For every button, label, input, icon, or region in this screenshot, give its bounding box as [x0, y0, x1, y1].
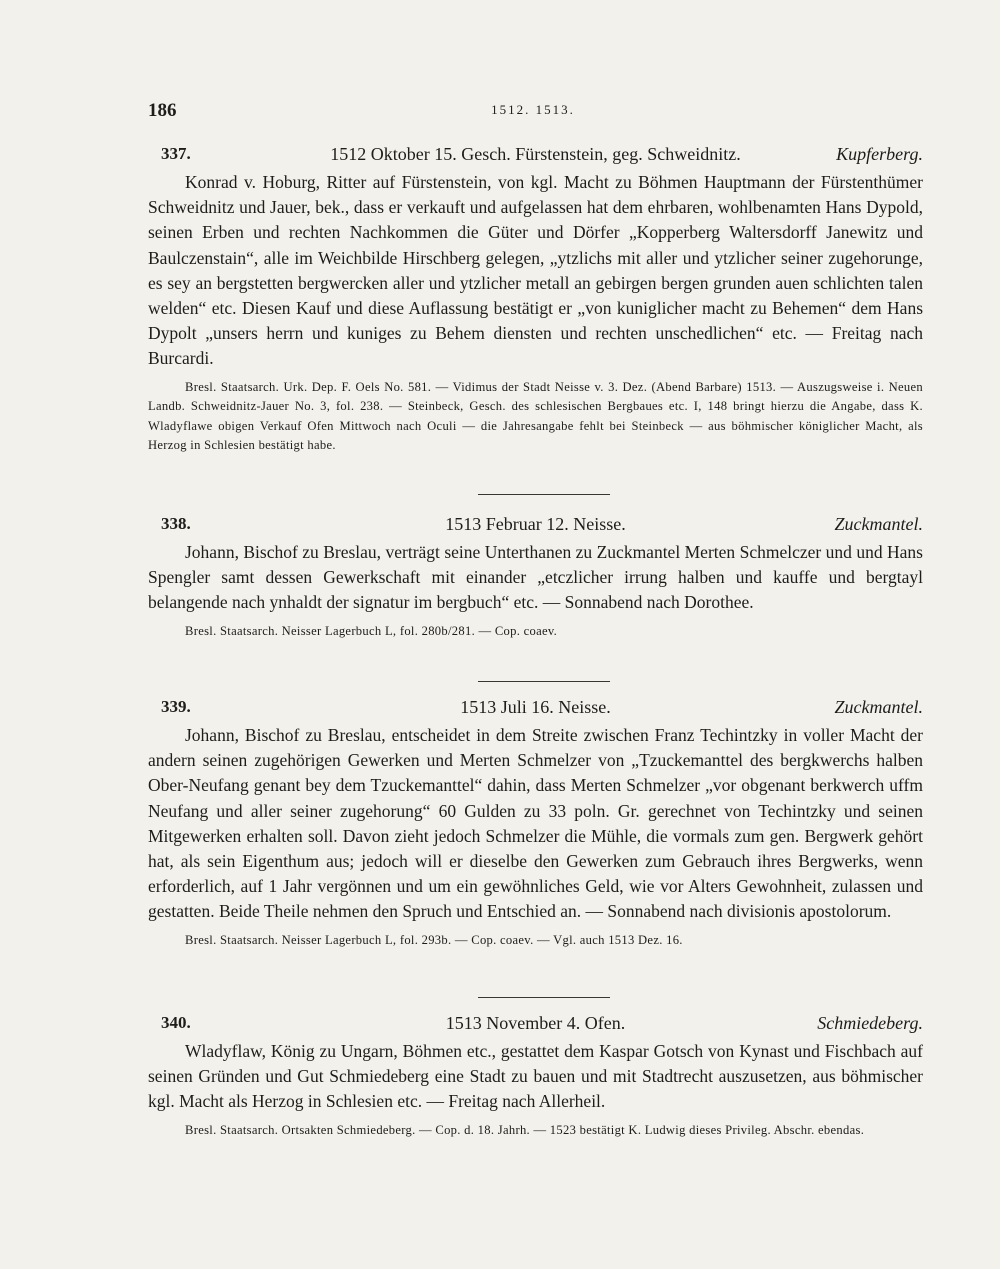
entry-338 [148, 514, 923, 641]
page-header [148, 100, 918, 124]
entry-heading [148, 1013, 923, 1039]
entry-number: 337. [161, 144, 191, 163]
entry-337 [148, 144, 923, 456]
entry-339 [148, 697, 923, 950]
separator-rule [478, 494, 610, 495]
entry-body: Wladyflaw, König zu Ungarn, Böhmen etc., gestattet dem Kaspar Gotsch von Kynast und Fischbach auf seinen Gründen und Gut Schmiedeberg eine Stadt zu bauen und mit Stadtrecht auszusetzen, aus böhmischer kgl. Macht als Herzog in Schlesien etc. — Freitag nach Allerheil. [148, 1041, 923, 1112]
entry-340 [148, 1013, 923, 1140]
entry-heading [148, 514, 923, 540]
entry-number: 338. [161, 514, 191, 533]
entry-source: Bresl. Staatsarch. Neisser Lagerbuch L, fol. 293b. — Cop. coaev. — Vgl. auch 1513 Dez. 16. [185, 932, 683, 947]
entry-heading [148, 697, 923, 723]
entry-body: Konrad v. Hoburg, Ritter auf Fürstenstein, von kgl. Macht zu Böhmen Hauptmann der Fürstenthümer Schweidnitz und Jauer, bek., dass er verkauft und aufgelassen hat dem ehrbaren, wohlbenamten Hans Dypold, seinen Erben und rechten Nachkommen die Güter und Dörfer „Kopperberg Waltersdorff Janewitz und Baulczenstain“, alle im Weichbilde Hirschberg gelegen, „ytzlichs mit aller und ytzlicher seiner zugehorunge, es sey an bergstetten bergwercken aller und ytzlicher metall an gebirgen bergen grunden auen schlichten talen welden“ etc. Diesen Kauf und diese Auflassung bestätigt er „von kuniglicher macht zu Behemen“ dem Hans Dypolt „unsers herrn und kuniges zu Behem diensten und rechten unschedlichen“ etc. — Freitag nach Burcardi. [148, 172, 923, 369]
entry-heading [148, 144, 923, 170]
page-number: 186 [148, 100, 177, 121]
entry-date: 1513 Februar 12. Neisse. [445, 514, 626, 534]
entry-number: 340. [161, 1013, 191, 1032]
entry-body: Johann, Bischof zu Breslau, entscheidet in dem Streite zwischen Franz Techintzky in voller Macht der andern seinen zugehörigen Gewerken und Merten Schmelzer von „Tzuckemanttel des bergkwerchs halben Ober-Neufang genant bey dem Tzuckemanttel“ dahin, dass Merten Schmelzer „vor obgenant berkwerch uffm Neufang und aller seiner zugehorung“ 60 Gulden zu 33 poln. Gr. gerechnet von Techintzky und seinen Mitgewerken erhalten soll. Davon zieht jedoch Schmelzer die Mühle, die vormals zum gen. Bergwerk gehört hat, als sein Eigenthum aus; jedoch will er dieselbe den Gewerken zum Gebrauch ihres Bergwerks, wenn erforderlich, auf 1 Jahr vergönnen und um ein gewöhnliches Geld, wie vor Alters Gewohnheit, zulassen und gestatten. Beide Theile nehmen den Spruch und Entschied an. — Sonnabend nach divisionis apostolorum. [148, 725, 923, 922]
entry-source: Bresl. Staatsarch. Urk. Dep. F. Oels No. 581. — Vidimus der Stadt Neisse v. 3. Dez. (Abend Barbare) 1513. — Auszugsweise i. Neuen Landb. Schweidnitz-Jauer No. 3, fol. 238. — Steinbeck, Gesch. des schlesischen Bergbaues etc. I, 148 bringt hierzu die Angabe, dass K. Wladyflawe obigen Verkauf Ofen Mittwoch nach Oculi — die Jahresangabe fehlt bei Steinbeck — aus böhmischer königlicher Macht, als Herzog in Schlesien bestätigt habe. [148, 379, 923, 453]
entry-date: 1512 Oktober 15. Gesch. Fürstenstein, geg. Schweidnitz. [330, 144, 741, 164]
separator-rule [478, 997, 610, 998]
separator-rule [478, 681, 610, 682]
entry-place: Kupferberg. [836, 144, 923, 164]
running-head: 1512. 1513. [491, 102, 575, 117]
entry-date: 1513 November 4. Ofen. [445, 1013, 626, 1033]
entry-place: Zuckmantel. [834, 697, 923, 717]
entry-date: 1513 Juli 16. Neisse. [460, 697, 611, 717]
entry-source: Bresl. Staatsarch. Ortsakten Schmiedeberg. — Cop. d. 18. Jahrh. — 1523 bestätigt K. Ludwig dieses Privileg. Abschr. ebendas. [185, 1122, 865, 1137]
entry-source: Bresl. Staatsarch. Neisser Lagerbuch L, fol. 280b/281. — Cop. coaev. [185, 623, 558, 638]
entry-body: Johann, Bischof zu Breslau, verträgt seine Unterthanen zu Zuckmantel Merten Schmelczer und und Hans Spengler samt dessen Gewerkschaft mit einander „etczlicher irrung halben und kauffe und bergtayl belangende nach ynhaldt der signatur im bergbuch“ etc. — Sonnabend nach Dorothee. [148, 542, 923, 613]
entry-place: Schmiedeberg. [817, 1013, 923, 1033]
entry-number: 339. [161, 697, 191, 716]
entry-place: Zuckmantel. [834, 514, 923, 534]
